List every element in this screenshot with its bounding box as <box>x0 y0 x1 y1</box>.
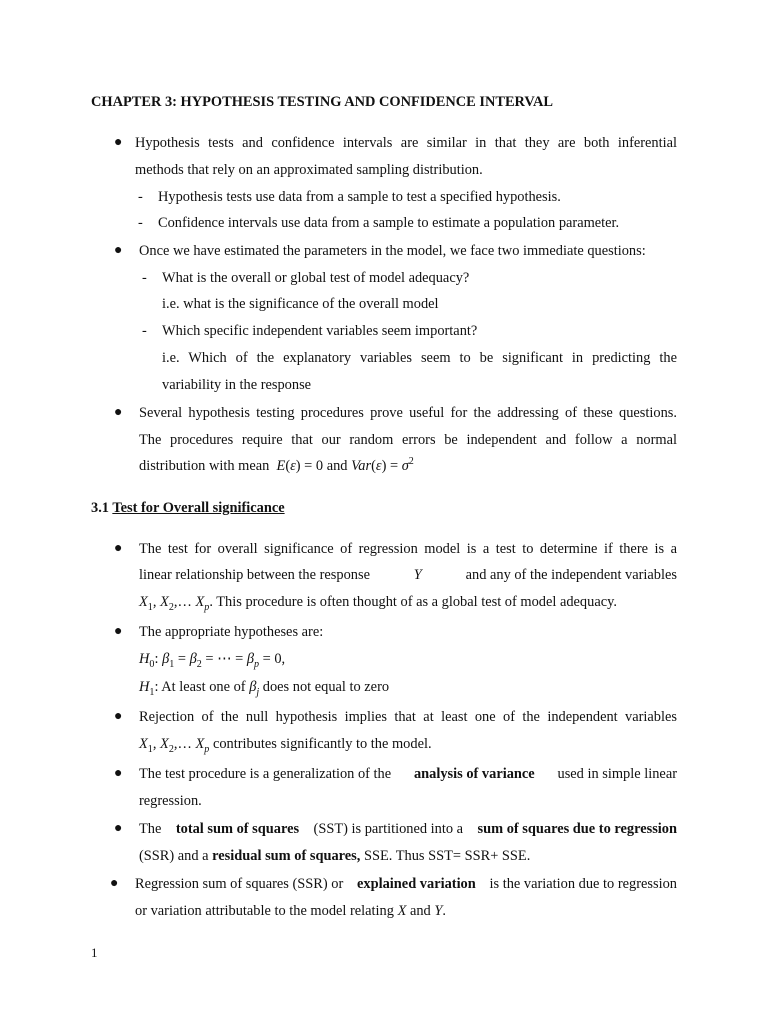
intro-b2: Once we have estimated the parameters in the model, we face two immediate questions: <box>139 243 646 259</box>
math-x-list: $X_1$, $X_2,\dots$ $X_p$ <box>139 594 210 613</box>
alt-hypothesis-text: : At least one of <box>154 679 246 695</box>
dash-marker: - <box>138 215 143 231</box>
section-s1-line2 <box>139 566 677 584</box>
section-s6-line1 <box>135 875 677 893</box>
intro-dash3: What is the overall or global test of model adequacy? <box>162 270 470 286</box>
bullet-dot: ● <box>114 243 123 258</box>
intro-dash4-ie-line1: i.e. Which of the explanatory variables seem to be significant in predicting the <box>162 350 677 366</box>
intro-b1-line2: methods that rely on an approximated sampling distribution. <box>135 162 483 178</box>
bullet-dot: ● <box>114 821 123 836</box>
intro-b3-and: and <box>326 458 348 474</box>
page-number: 1 <box>91 945 98 960</box>
intro-b3-line3 <box>139 457 414 475</box>
section-s6-and: and <box>409 903 431 919</box>
bullet-dot: ● <box>114 405 123 420</box>
section-s1-line3 <box>139 593 617 611</box>
bullet-dot: ● <box>114 624 123 639</box>
section-s4-text-a: The test procedure is a generalization of the <box>139 766 392 782</box>
intro-dash4: Which specific independent variables seem important? <box>162 323 478 339</box>
section-s4-text-c: used in simple linear <box>557 766 677 782</box>
alt-hypothesis: $H_1$: At least one of $\beta_j$ does not equal to zero <box>139 679 390 698</box>
intro-b3-line2: The procedures require that our random errors be independent and follow a normal <box>139 432 677 448</box>
math-x-list-2: $X_1$, $X_2,\dots$ $X_p$ <box>139 736 210 755</box>
section-s6-text-2a: or variation attributable to the model relating <box>135 903 394 919</box>
math-x: X <box>397 903 407 919</box>
section-s5-text-2c: SSE. Thus SST= SSR+ SSE. <box>363 848 531 864</box>
section-s5-bold-sst: total sum of squares <box>175 821 300 837</box>
chapter-title: CHAPTER 3: HYPOTHESIS TESTING AND CONFIDENCE INTERVAL <box>91 94 553 110</box>
section-s6-text-a: Regression sum of squares (SSR) or <box>135 876 344 892</box>
null-hypothesis: $H_0$: $\beta_1 = \beta_2$ = ⋯ = $\beta_p = 0$, <box>139 651 286 670</box>
section-s1-line2-tail: and any of the independent variables <box>465 567 677 583</box>
intro-dash4-ie-line2: variability in the response <box>162 377 312 393</box>
section-s1-line2-text: linear relationship between the response <box>139 567 370 583</box>
section-s5-text-2a: (SSR) and a <box>139 848 209 864</box>
bullet-dot: ● <box>114 541 123 556</box>
intro-b3-line3-text: distribution with mean <box>139 458 270 474</box>
section-s5-bold-ssr: sum of squares due to regression <box>477 821 677 837</box>
intro-dash3-ie: i.e. what is the significance of the overall model <box>162 296 439 312</box>
bullet-dot: ● <box>114 135 123 150</box>
math-expectation: E(ε) = 0 <box>276 458 324 474</box>
bullet-dot: ● <box>114 766 123 781</box>
section-s5-line2 <box>139 847 530 865</box>
intro-b1-line1: Hypothesis tests and confidence intervals are similar in that they are both inferential <box>135 135 677 151</box>
section-heading <box>91 499 285 517</box>
dash-marker: - <box>138 189 143 205</box>
section-s4-line2: regression. <box>139 793 202 809</box>
section-s3-line2 <box>139 735 432 753</box>
math-y: Y <box>413 567 422 583</box>
section-s6-bold: explained variation <box>357 876 476 892</box>
section-title: Test for Overall significance <box>112 500 285 516</box>
section-s4-bold: analysis of variance <box>413 766 535 782</box>
section-number: 3.1 <box>91 500 109 516</box>
section-s5-bold-sse: residual sum of squares, <box>212 848 361 864</box>
math-y-2: Y <box>434 903 443 919</box>
section-s4-line1 <box>139 765 677 783</box>
alt-hypothesis-end: does not equal to zero <box>262 679 390 695</box>
bullet-dot: ● <box>114 709 123 724</box>
dash-marker: - <box>142 270 147 286</box>
section-s1-line3-text: . This procedure is often thought of as a global test of model adequacy. <box>209 594 617 610</box>
math-variance: $Var(\varepsilon) = \sigma^2$ <box>351 456 414 474</box>
bullet-dot: ● <box>110 876 119 891</box>
section-s6-text-c: is the variation due to regression <box>489 876 677 892</box>
intro-dash1: Hypothesis tests use data from a sample to test a specified hypothesis. <box>158 189 561 205</box>
section-s5-text-c: (SST) is partitioned into a <box>313 821 464 837</box>
intro-dash2: Confidence intervals use data from a sample to estimate a population parameter. <box>158 215 620 231</box>
intro-b3-line1: Several hypothesis testing procedures prove useful for the addressing of these questions. <box>139 405 677 421</box>
dash-marker: - <box>142 323 147 339</box>
section-s6-line2: or variation attributable to the model relating X and Y. <box>135 903 446 919</box>
section-s5-line1 <box>139 820 677 838</box>
section-s2: The appropriate hypotheses are: <box>139 624 324 640</box>
section-s1-line1: The test for overall significance of regression model is a test to determine if there is a <box>139 541 677 557</box>
section-s3-line1: Rejection of the null hypothesis implies that at least one of the independent variables <box>139 709 677 725</box>
section-s5-text-a: The <box>139 821 162 837</box>
section-s3-line2-text: contributes significantly to the model. <box>212 736 432 752</box>
